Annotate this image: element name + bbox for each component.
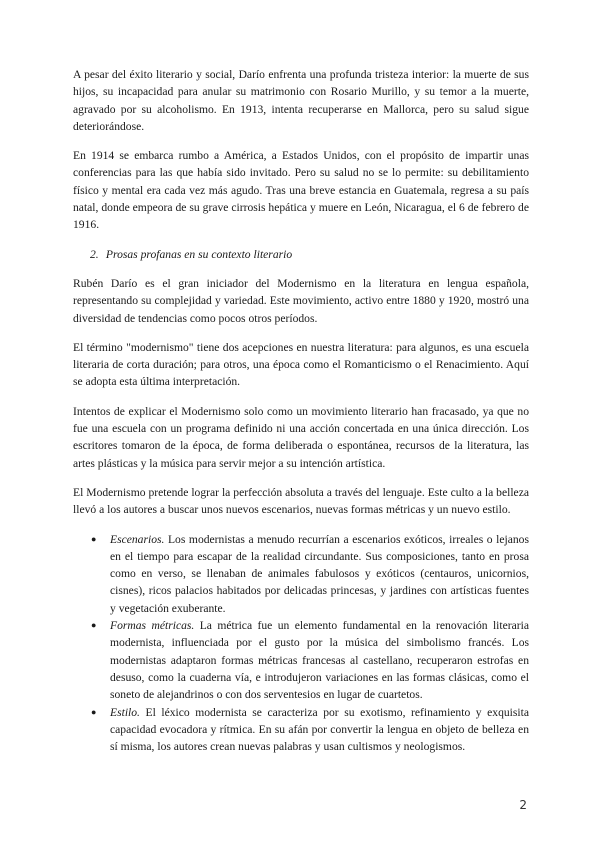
page-number: 2 [519, 798, 527, 812]
section-number: 2. [90, 247, 99, 261]
paragraph: El término "modernismo" tiene dos acepciones en nuestra literatura: para algunos, es una escuela literaria de corta duración; para otros, una época como el Romanticismo o el Renacimiento. Aquí se adopta esta última interpretación. [73, 340, 529, 389]
paragraph: El Modernismo pretende lograr la perfección absoluta a través del lenguaje. Este culto a la belleza llevó a los autores a buscar unos nuevos escenarios, nuevas formas métricas y un nuevo estilo. [73, 485, 529, 517]
bullet-icon: ● [91, 706, 97, 717]
bullet-icon: ● [91, 620, 97, 631]
list-item [73, 617, 529, 703]
bullet-icon: ● [91, 533, 97, 544]
list-item-text: El léxico modernista se caracteriza por su exotismo, refinamiento y exquisita capacidad evocadora y rítmica. En su afán por convertir la lengua en objeto de belleza en sí misma, los autores crean nuevas palabras y usan cultismos y neologismos. [110, 705, 529, 754]
paragraph: Intentos de explicar el Modernismo solo como un movimiento literario han fracasado, ya que no fue una escuela con un programa definido ni una acción concertada en una única dirección. Los escritores tomaron de la época, de forma deliberada o espontánea, recursos de la literatura, las artes plásticas y la música para servir mejor a su intención artística. [73, 404, 529, 470]
bullet-list [73, 531, 529, 756]
document-body [73, 66, 529, 755]
list-item-term: Estilo. [110, 705, 140, 719]
paragraph: A pesar del éxito literario y social, Darío enfrenta una profunda tristeza interior: la muerte de sus hijos, su incapacidad para anular su matrimonio con Rosario Murillo, y su temor a la muerte, agravado por su alcoholismo. En 1913, intenta recuperarse en Mallorca, pero su salud sigue deteriorándose. [73, 68, 529, 133]
paragraph: En 1914 se embarca rumbo a América, a Estados Unidos, con el propósito de impartir unas conferencias para las que había sido invitado. Pero su salud no se lo permite: su debilitamiento físico y mental era cada vez más agudo. Tras una breve estancia en Guatemala, regresa a su país natal, donde empeora de su grave cirrosis hepática y muere en León, Nicaragua, el 6 de febrero de 1916. [73, 149, 529, 232]
list-item-text: Los modernistas a menudo recurrían a escenarios exóticos, irreales o lejanos en el tiempo para escapar de la realidad circundante. Sus composiciones, tanto en prosa como en verso, se llenaban de animales fabulosos y exóticos (centauros, unicornios, cisnes), ricos palacios habitados por delicadas princesas, y jardines con artísticas fuentes y vegetación exuberante. [110, 532, 529, 615]
list-item-text: La métrica fue un elemento fundamental en la renovación literaria modernista, influenciada por el gusto por la música del simbolismo francés. Los modernistas adaptaron formas métricas francesas al castellano, recuperaron estrofas en desuso, como la cuaderna vía, e introdujeron variaciones en las formas clásicas, como el soneto de alejandrinos o con dos serventesios en lugar de cuartetos. [110, 619, 530, 702]
list-item-term: Formas métricas. [110, 619, 195, 633]
section-title: Prosas profanas en su contexto literario [105, 247, 293, 261]
list-item-term: Escenarios. [110, 532, 165, 546]
list-item [73, 531, 529, 617]
list-item [73, 704, 529, 756]
paragraph: Rubén Darío es el gran iniciador del Modernismo en la literatura en lengua española, representando su complejidad y variedad. Este movimiento, activo entre 1880 y 1920, mostró una diversidad de tendencias como pocos otros períodos. [73, 276, 529, 325]
section-heading [90, 246, 529, 263]
